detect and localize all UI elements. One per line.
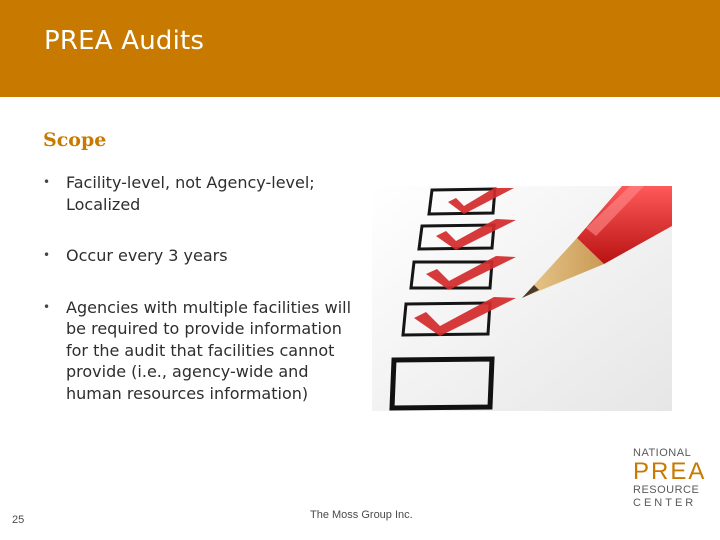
checklist-image (372, 186, 672, 411)
bullet-item (43, 245, 361, 267)
bullet-item (43, 297, 361, 405)
bullet-icon: • (43, 175, 51, 189)
logo-line: PREA (633, 458, 707, 485)
logo-line: CENTER (633, 497, 697, 509)
page-number: 25 (12, 514, 25, 526)
logo-line: RESOURCE (633, 484, 700, 496)
bullet-item (43, 172, 361, 215)
logo-line: NATIONAL (633, 447, 692, 459)
bullet-text: Occur every 3 years (66, 246, 228, 265)
slide-title: PREA Audits (44, 26, 205, 56)
prea-resource-center-logo (633, 447, 707, 519)
bullet-text: Facility-level, not Agency-level; Localized (66, 173, 315, 214)
section-heading: Scope (43, 129, 107, 151)
bullet-text: Agencies with multiple facilities will be required to provide information for the audit that facilities cannot provide (i.e., agency-wide and human resources information) (66, 297, 352, 403)
title-banner (0, 0, 720, 97)
checklist-pencil-illustration (372, 186, 672, 411)
footer-company: The Moss Group Inc. (310, 509, 413, 521)
bullet-icon: • (43, 248, 51, 262)
bullet-list (43, 172, 361, 404)
bullet-icon: • (43, 299, 51, 314)
